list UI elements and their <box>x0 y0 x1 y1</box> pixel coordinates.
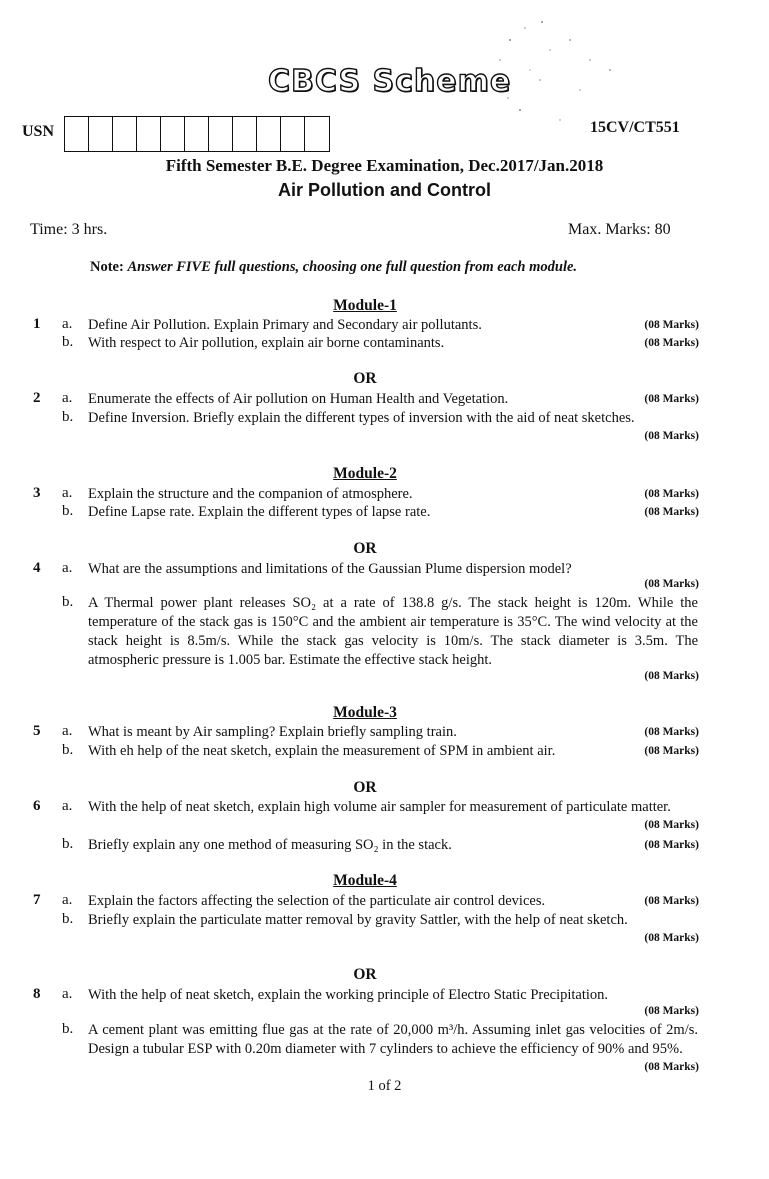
question-text: With respect to Air pollution, explain air borne contaminants. <box>88 335 445 351</box>
question-text: A Thermal power plant releases SO₂ at a rate of 138.8 g/s. The stack height is 120m. While the temperature of the stack gas is 150°C and the ambient air temperature is 35°C. The wind velocity at the stack height is 8.5m/s. While the stack gas velocity is 10m/s. The stack diameter is 3.5m. The atmospheric pressure is 1.005 bar. Estimate the effective stack height. <box>88 595 698 668</box>
marks-label: (08 Marks) <box>644 1005 699 1017</box>
marks-label: (08 Marks) <box>644 319 699 331</box>
time-label: Time: 3 hrs. <box>30 221 108 238</box>
question-number: 5 <box>33 723 41 739</box>
question-text: Briefly explain any one method of measuring SO₂ in the stack. <box>88 837 452 853</box>
marks-label: (08 Marks) <box>644 932 699 944</box>
or-divider: OR <box>353 966 377 983</box>
question-text: Define Lapse rate. Explain the different types of lapse rate. <box>88 504 431 520</box>
marks-label: (08 Marks) <box>644 1061 699 1073</box>
marks-label: (08 Marks) <box>644 819 699 831</box>
subject-title: Air Pollution and Control <box>278 180 491 200</box>
part-label: a. <box>62 892 73 908</box>
subject-code: 15CV/CT551 <box>590 119 680 136</box>
question-number: 3 <box>33 485 41 501</box>
usn-boxes[interactable] <box>64 116 330 152</box>
question-number: 4 <box>33 560 41 576</box>
question-text: With the help of neat sketch, explain high volume air sampler for measurement of particulate matter. <box>88 799 671 815</box>
question-text: Explain the factors affecting the selection of the particulate air control devices. <box>88 893 546 909</box>
usn-cell[interactable] <box>185 117 209 151</box>
usn-cell[interactable] <box>305 117 329 151</box>
usn-cell[interactable] <box>89 117 113 151</box>
usn-cell[interactable] <box>257 117 281 151</box>
part-label: b. <box>62 409 74 425</box>
question-text: With the help of neat sketch, explain the working principle of Electro Static Precipitation. <box>88 987 609 1003</box>
marks-label: (08 Marks) <box>644 745 699 757</box>
part-label: b. <box>62 1021 74 1037</box>
usn-label: USN <box>22 123 55 140</box>
or-divider: OR <box>353 540 377 557</box>
question-number: 8 <box>33 986 41 1002</box>
part-label: b. <box>62 836 74 852</box>
usn-cell[interactable] <box>65 117 89 151</box>
page-number: 1 of 2 <box>367 1078 402 1094</box>
part-label: b. <box>62 503 74 519</box>
part-label: b. <box>62 334 74 350</box>
usn-cell[interactable] <box>281 117 305 151</box>
marks-label: (08 Marks) <box>644 430 699 442</box>
question-text: Enumerate the effects of Air pollution on Human Health and Vegetation. <box>88 391 509 407</box>
note-prefix: Note: <box>90 259 124 275</box>
part-label: a. <box>62 798 73 814</box>
note-text: Answer FIVE full questions, choosing one full question from each module. <box>127 259 578 275</box>
part-label: a. <box>62 316 73 332</box>
question-text: Define Air Pollution. Explain Primary and Secondary air pollutants. <box>88 317 482 333</box>
marks-label: (08 Marks) <box>644 488 699 500</box>
marks-label: (08 Marks) <box>644 393 699 405</box>
question-number: 6 <box>33 798 41 814</box>
usn-cell[interactable] <box>161 117 185 151</box>
usn-cell[interactable] <box>113 117 137 151</box>
question-text: Briefly explain the particulate matter removal by gravity Sattler, with the help of neat sketch. <box>88 912 628 928</box>
question-number: 2 <box>33 390 41 406</box>
question-text: What is meant by Air sampling? Explain briefly sampling train. <box>88 724 457 740</box>
or-divider: OR <box>353 370 377 387</box>
part-label: a. <box>62 986 73 1002</box>
marks-label: (08 Marks) <box>644 506 699 518</box>
module-1-heading: Module-1 <box>333 297 397 314</box>
module-3-heading: Module-3 <box>333 704 397 721</box>
exam-title: Fifth Semester B.E. Degree Examination, Dec.2017/Jan.2018 <box>165 156 604 175</box>
question-number: 7 <box>33 892 41 908</box>
usn-cell[interactable] <box>233 117 257 151</box>
max-marks-label: Max. Marks: 80 <box>568 221 671 238</box>
marks-label: (08 Marks) <box>644 578 699 590</box>
part-label: a. <box>62 485 73 501</box>
question-text: What are the assumptions and limitations of the Gaussian Plume dispersion model? <box>88 561 572 577</box>
instruction-note <box>90 259 577 276</box>
question-text: With eh help of the neat sketch, explain the measurement of SPM in ambient air. <box>88 743 556 759</box>
or-divider: OR <box>353 779 377 796</box>
marks-label: (08 Marks) <box>644 895 699 907</box>
question-number: 1 <box>33 316 41 332</box>
marks-label: (08 Marks) <box>644 726 699 738</box>
module-2-heading: Module-2 <box>333 465 397 482</box>
question-text: A cement plant was emitting flue gas at the rate of 20,000 m³/h. Assuming inlet gas velocities of 2m/s. Design a tubular ESP with 0.20m diameter with 7 cylinders to achieve the efficiency of 90% and 95%. <box>88 1022 698 1057</box>
module-4-heading: Module-4 <box>333 872 397 889</box>
usn-cell[interactable] <box>137 117 161 151</box>
part-label: a. <box>62 560 73 576</box>
part-label: b. <box>62 742 74 758</box>
marks-label: (08 Marks) <box>644 670 699 682</box>
part-label: a. <box>62 390 73 406</box>
part-label: b. <box>62 911 74 927</box>
usn-cell[interactable] <box>209 117 233 151</box>
marks-label: (08 Marks) <box>644 839 699 851</box>
marks-label: (08 Marks) <box>644 337 699 349</box>
question-text: Explain the structure and the companion of atmosphere. <box>88 486 413 502</box>
scheme-stamp: CBCS Scheme <box>268 64 512 99</box>
part-label: a. <box>62 723 73 739</box>
part-label: b. <box>62 594 74 610</box>
question-text: Define Inversion. Briefly explain the different types of inversion with the aid of neat sketches. <box>88 410 635 426</box>
